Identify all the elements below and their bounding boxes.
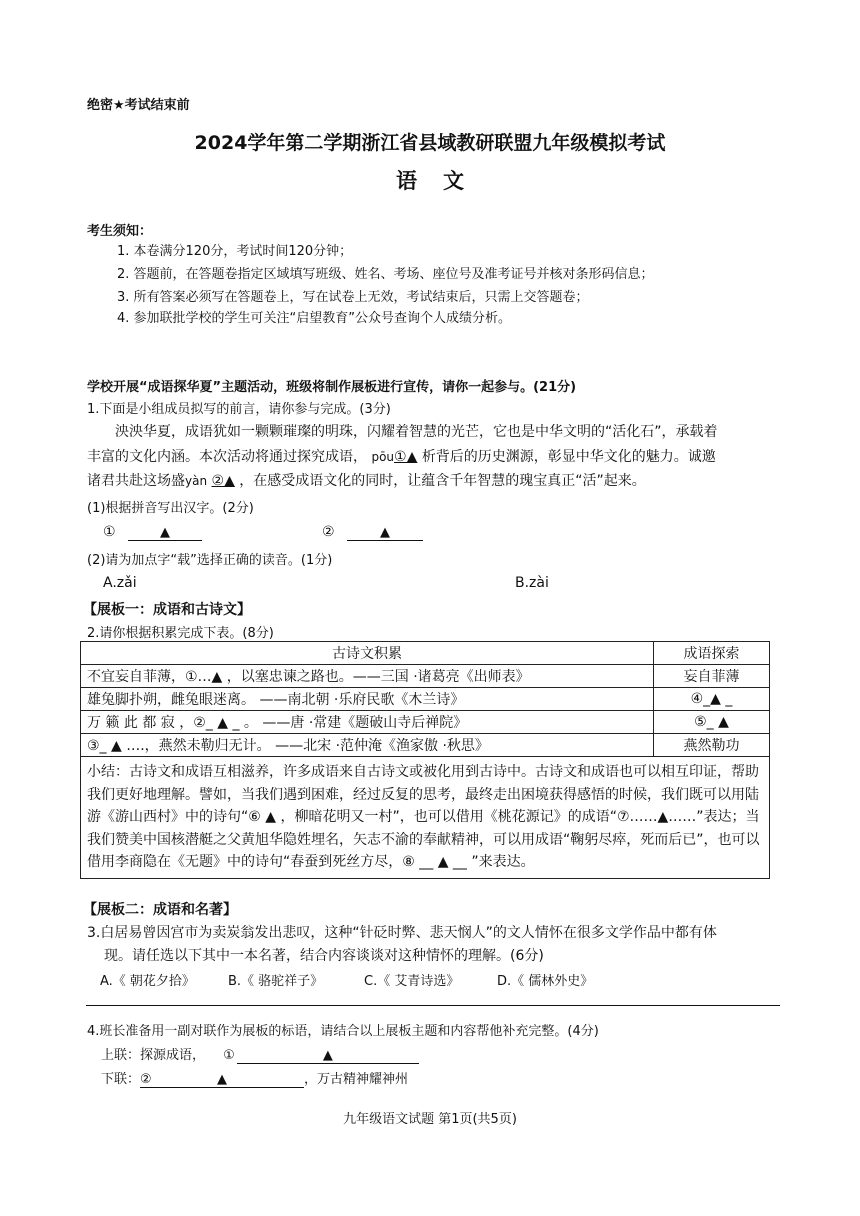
- book-option-c[interactable]: C.《 艾青诗选》: [364, 974, 460, 989]
- couplet-lower-tail: ，万古精神耀神州: [304, 1072, 409, 1087]
- book-option-a[interactable]: A.《 朝花夕拾》: [100, 974, 195, 989]
- blank-label: ①: [223, 1048, 235, 1063]
- answer-line[interactable]: [86, 1005, 780, 1006]
- notice-item: 4. 参加联批学校的学生可关注“启望教育”公众号查询个人成绩分析。: [117, 311, 512, 326]
- table-row: [81, 734, 770, 757]
- passage-text: 丰富的文化内涵。本次活动将通过探究成语，: [87, 448, 367, 465]
- triangle-icon: ▲: [322, 1048, 333, 1063]
- summary-row: [81, 757, 770, 879]
- option-a[interactable]: A.zǎi: [103, 575, 137, 591]
- question-1-sub-2: (2)请为加点字“载”选择正确的读音。(1分): [87, 553, 333, 568]
- blank-1-marker[interactable]: ①▲: [394, 448, 418, 465]
- blank-label: ②: [140, 1072, 152, 1087]
- blank-label: ②: [322, 524, 335, 540]
- triangle-icon: ▲: [217, 1072, 228, 1087]
- notices-heading: 考生须知：: [87, 224, 153, 239]
- table-row: [81, 688, 770, 711]
- blank-2-marker[interactable]: ②▲: [211, 473, 235, 489]
- notice-item: 2. 答题前，在答题卷指定区域填写班级、姓名、考场、座位号及准考证号并核对条形码信息；: [117, 267, 654, 282]
- pinyin-pou: pōu: [371, 449, 395, 464]
- passage-line-1: 泱泱华夏，成语犹如一颗颗璀璨的明珠，闪耀着智慧的光芒，它也是中华文明的“活化石”，承载着: [115, 424, 718, 440]
- notice-item: 3. 所有答案必须写在答题卷上，写在试卷上无效，考试结束后，只需上交答题卷；: [117, 290, 589, 305]
- passage-line-3: [87, 469, 777, 494]
- question-2-stem: 2.请你根据积累完成下表。(8分): [87, 626, 274, 641]
- passage-text: 诸君共赴这场盛: [87, 473, 185, 489]
- blank-line[interactable]: [128, 524, 202, 541]
- idiom-cell[interactable]: ④_▲ _: [654, 688, 770, 711]
- question-1-sub-1: (1)根据拼音写出汉字。(2分): [87, 501, 254, 516]
- board-2-heading: 【展板二：成语和名著】: [83, 902, 237, 918]
- book-option-d[interactable]: D.《 儒林外史》: [497, 974, 594, 989]
- question-4-stem: 4.班长准备用一副对联作为展板的标语，请结合以上展板主题和内容帮他补充完整。(4分): [87, 1024, 599, 1039]
- option-b[interactable]: B.zài: [515, 575, 549, 591]
- notice-item: 1. 本卷满分120分，考试时间120分钟；: [117, 244, 353, 259]
- header-poetry: 古诗文积累: [81, 642, 654, 665]
- question-1-stem: 1.下面是小组成员拟写的前言，请你参与完成。(3分): [87, 402, 391, 417]
- couplet-upper-blank[interactable]: [237, 1048, 419, 1064]
- question-3-line-2: 现。请任选以下其中一本名著，结合内容谈谈对这种情怀的理解。(6分): [104, 948, 544, 964]
- idiom-cell: 燕然勒功: [654, 734, 770, 757]
- summary-cell[interactable]: 小结：古诗文和成语互相滋养，许多成语来自古诗文或被化用到古诗中。古诗文和成语也可以相互印证，帮助我们更好地理解。譬如，当我们遇到困难，经过反复的思考，最终走出困境获得感悟的时候，我们既可以用陆游《游山西村》中的诗句“⑥ ▲ ，柳暗花明又一村”，也可以借用《桃花源记》的成语“⑦……▲……”表达；当我们赞美中国核潜艇之父黄旭华隐姓埋名，矢志不渝的奉献精神，可以用成语“鞠躬尽瘁，死而后已”，也可以借用李商隐在《无题》中的诗句“春蚕到死丝方尽，⑧ __ ▲ __ ”来表达。: [81, 757, 770, 879]
- table-header-row: [81, 642, 770, 665]
- confidential-label: 绝密★考试结束前: [87, 98, 190, 113]
- answer-blank-2[interactable]: [322, 524, 423, 541]
- question-1-passage: [87, 420, 777, 494]
- book-option-b[interactable]: B.《 骆驼祥子》: [228, 974, 324, 989]
- page-footer: 九年级语文试题 第1页(共5页): [343, 1112, 517, 1127]
- question-3-line-1: 3.白居易曾因宫市为卖炭翁发出悲叹，这种“针砭时弊、悲天悯人”的文人情怀在很多文学作品中都有体: [87, 925, 717, 941]
- poetry-idiom-table: [80, 641, 770, 879]
- section-intro: 学校开展“成语探华夏”主题活动，班级将制作展板进行宣传，请你一起参与。(21分): [87, 380, 577, 395]
- passage-line-2: [87, 445, 777, 470]
- poetry-cell[interactable]: 不宜妄自菲薄，①…▲ ，以塞忠谏之路也。——三国 ·诸葛亮《出师表》: [81, 665, 654, 688]
- couplet-lower: [101, 1068, 408, 1088]
- board-1-heading: 【展板一：成语和古诗文】: [83, 602, 251, 618]
- header-idiom: 成语探索: [654, 642, 770, 665]
- couplet-lower-blank[interactable]: [140, 1072, 304, 1088]
- passage-text: 析背后的历史渊源，彰显中华文化的魅力。诚邀: [421, 448, 716, 465]
- subject-title: 语文: [396, 169, 490, 193]
- answer-blank-1[interactable]: [103, 524, 202, 541]
- table-row: [81, 711, 770, 734]
- idiom-cell: 妄自菲薄: [654, 665, 770, 688]
- poetry-cell[interactable]: ③_ ▲ ….，燕然未勒归无计。 ——北宋 ·范仲淹《渔家傲 ·秋思》: [81, 734, 654, 757]
- couplet-upper-label: 上联：探源成语，: [101, 1048, 206, 1063]
- idiom-cell[interactable]: ⑤_ ▲: [654, 711, 770, 734]
- triangle-icon: ▲: [380, 525, 391, 540]
- blank-line[interactable]: [347, 524, 423, 541]
- table-row: [81, 665, 770, 688]
- poetry-cell[interactable]: 万 籁 此 都 寂 ，②_ ▲ _ 。 ——唐 ·常建《题破山寺后禅院》: [81, 711, 654, 734]
- triangle-icon: ▲: [160, 525, 171, 540]
- exam-title: 2024学年第二学期浙江省县域教研联盟九年级模拟考试: [194, 132, 666, 154]
- pinyin-yan: yàn: [185, 474, 208, 488]
- couplet-lower-label: 下联：: [101, 1072, 141, 1087]
- passage-text: ，在感受成语文化的同时，让蕴含千年智慧的瑰宝真正“活”起来。: [239, 473, 646, 489]
- poetry-cell: 雄兔脚扑朔，雌兔眼迷离。 ——南北朝 ·乐府民歌《木兰诗》: [81, 688, 654, 711]
- blank-label: ①: [103, 524, 116, 540]
- couplet-upper: [101, 1044, 419, 1064]
